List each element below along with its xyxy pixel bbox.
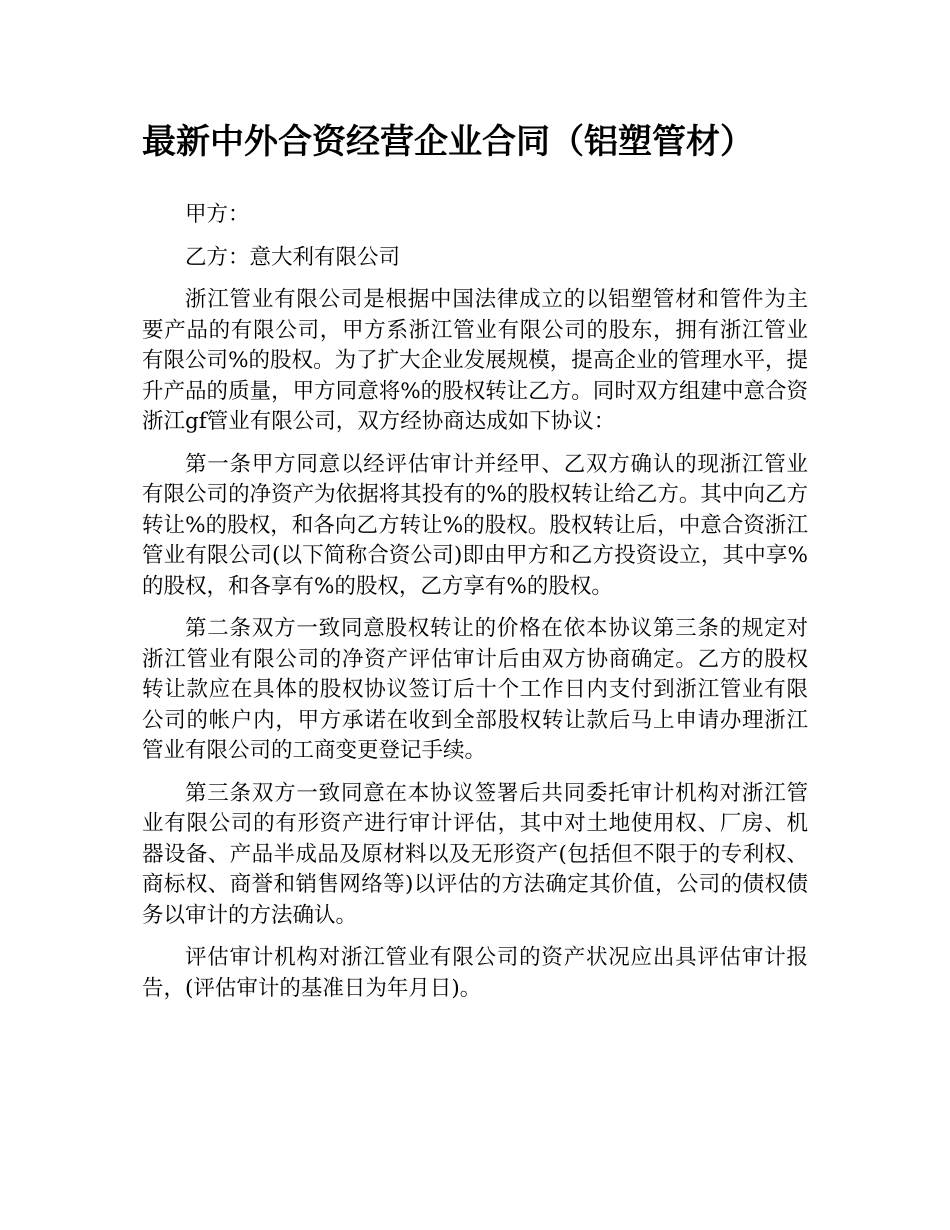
appraisal-report-paragraph: 评估审计机构对浙江管业有限公司的资产状况应出具评估审计报告，(评估审计的基准日为年月日)。 bbox=[142, 945, 808, 1001]
article-2-paragraph: 第二条双方一致同意股权转让的价格在依本协议第三条的规定对浙江管业有限公司的净资产评估审计后由双方协商确定。乙方的股权转让款应在具体的股权协议签订后十个工作日内支付到浙江管业有限公司的帐户内，甲方承诺在收到全部股权转让款后马上申请办理浙江管业有限公司的工商变更登记手续。 bbox=[142, 616, 808, 763]
intro-paragraph: 浙江管业有限公司是根据中国法律成立的以铝塑管材和管件为主要产品的有限公司，甲方系浙江管业有限公司的股东，拥有浙江管业有限公司%的股权。为了扩大企业发展规模，提高企业的管理水平，提升产品的质量，甲方同意将%的股权转让乙方。同时双方组建中意合资浙江gf管业有限公司，双方经协商达成如下协议： bbox=[142, 287, 808, 434]
article-1-paragraph: 第一条甲方同意以经评估审计并经甲、乙双方确认的现浙江管业有限公司的净资产为依据将其投有的%的股权转让给乙方。其中向乙方转让%的股权，和各向乙方转让%的股权。股权转让后，中意合资浙江管业有限公司(以下简称合资公司)即由甲方和乙方投资设立，其中享%的股权，和各享有%的股权，乙方享有%的股权。 bbox=[142, 451, 808, 599]
document-title: 最新中外合资经营企业合同（铝塑管材） bbox=[142, 122, 754, 162]
party-a-line: 甲方： bbox=[185, 202, 250, 227]
article-3-paragraph: 第三条双方一致同意在本协议签署后共同委托审计机构对浙江管业有限公司的有形资产进行审计评估，其中对土地使用权、厂房、机器设备、产品半成品及原材料以及无形资产(包括但不限于的专利权、商标权、商誉和销售网络等)以评估的方法确定其价值，公司的债权债务以审计的方法确认。 bbox=[142, 780, 808, 928]
document-body bbox=[142, 200, 808, 1016]
party-b-line: 乙方：意大利有限公司 bbox=[185, 244, 401, 270]
